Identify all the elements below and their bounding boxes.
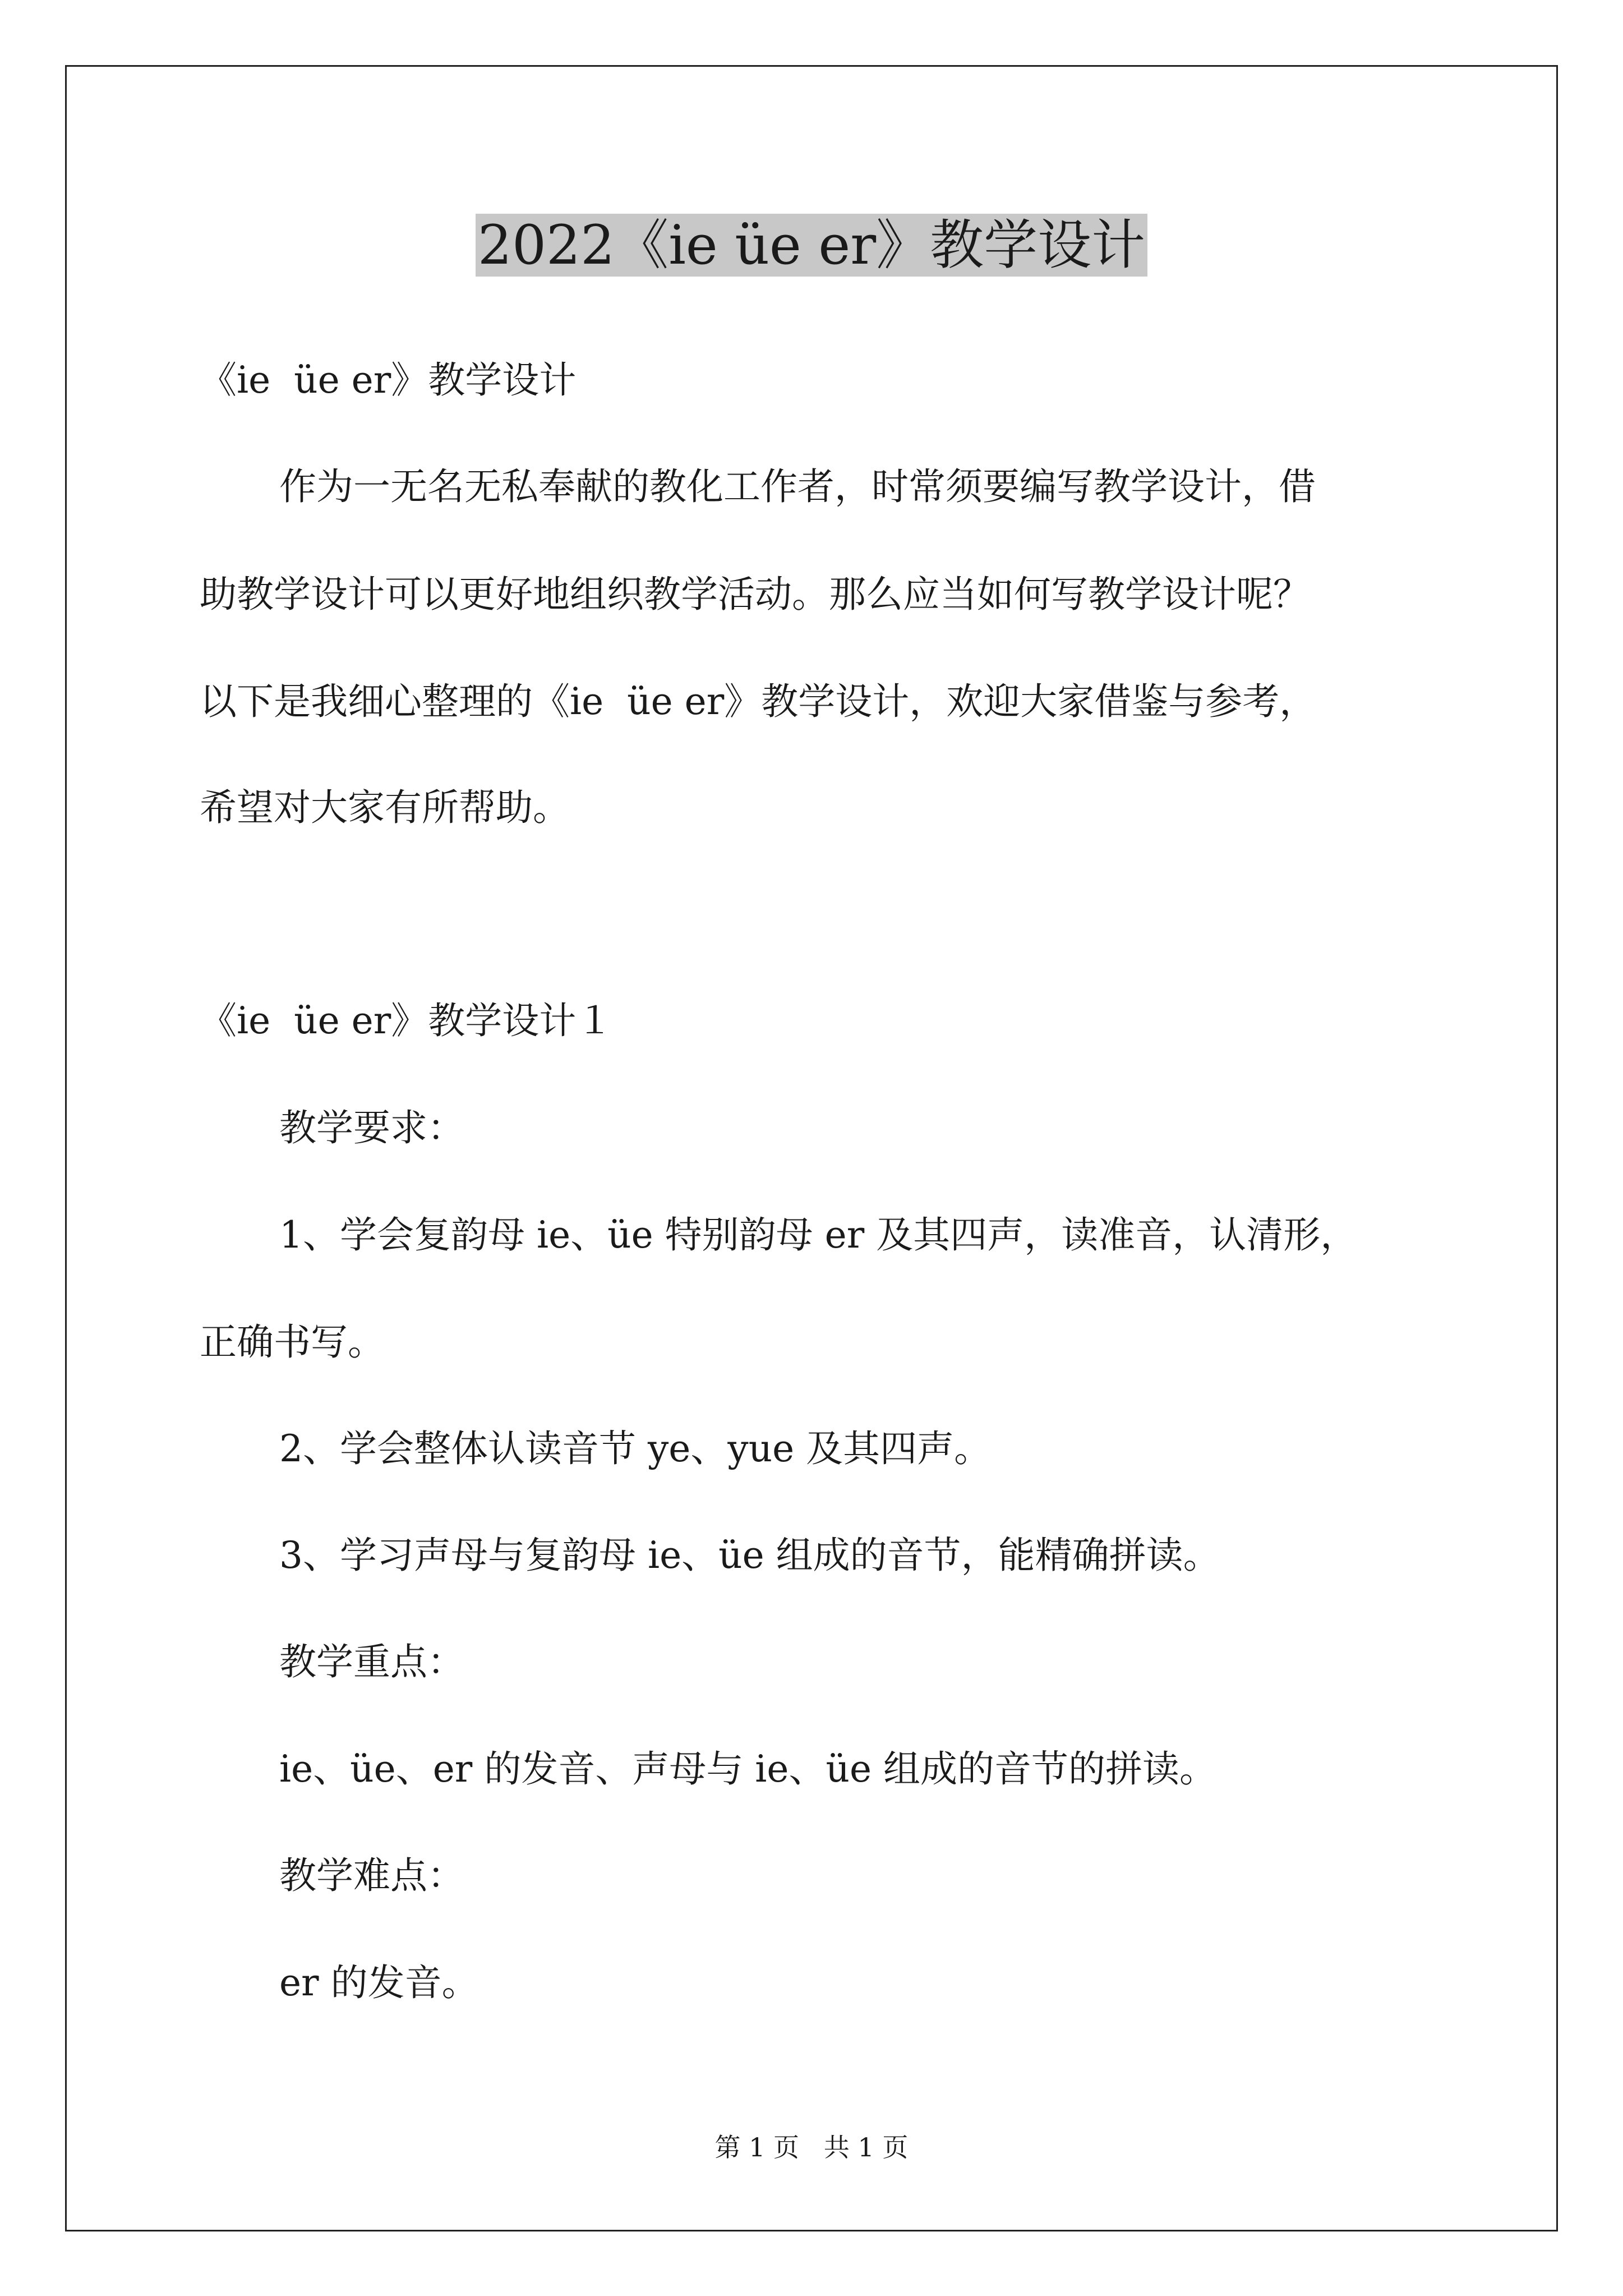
section-heading: 《ie üe er》教学设计１ (200, 999, 614, 1042)
requirement-2: 2、学会整体认读音节 ye、yue 及其四声。 (279, 1427, 992, 1470)
intro-line-1: 作为一无名无私奉献的教化工作者，时常须要编写教学设计，借 (279, 465, 1316, 508)
difficulty-text: er 的发音。 (279, 1961, 479, 2004)
requirement-1-line-1: 1、学会复韵母 ie、üe 特别韵母 er 及其四声，读准音，认清形， (279, 1213, 1358, 1257)
intro-line-3: 以下是我细心整理的《ie üe er》教学设计，欢迎大家借鉴与参考， (200, 680, 1317, 723)
requirements-heading: 教学要求： (279, 1106, 464, 1149)
document-title-text: 2022《ie üe er》教学设计 (476, 214, 1147, 277)
intro-line-4: 希望对大家有所帮助。 (200, 786, 570, 829)
subtitle: 《ie üe er》教学设计 (200, 358, 577, 402)
page-footer: 第 1 页 共 1 页 (714, 2132, 909, 2162)
key-points-text: ie、üe、er 的发音、声母与 ie、üe 组成的音节的拼读。 (279, 1747, 1217, 1791)
difficulty-heading: 教学难点： (279, 1854, 464, 1897)
requirement-1-line-2: 正确书写。 (200, 1320, 385, 1364)
intro-line-2: 助教学设计可以更好地组织教学活动。那么应当如何写教学设计呢？ (200, 573, 1310, 616)
key-points-heading: 教学重点： (279, 1640, 464, 1683)
requirement-3: 3、学习声母与复韵母 ie、üe 组成的音节，能精确拼读。 (279, 1534, 1220, 1577)
document-title (0, 209, 1623, 282)
